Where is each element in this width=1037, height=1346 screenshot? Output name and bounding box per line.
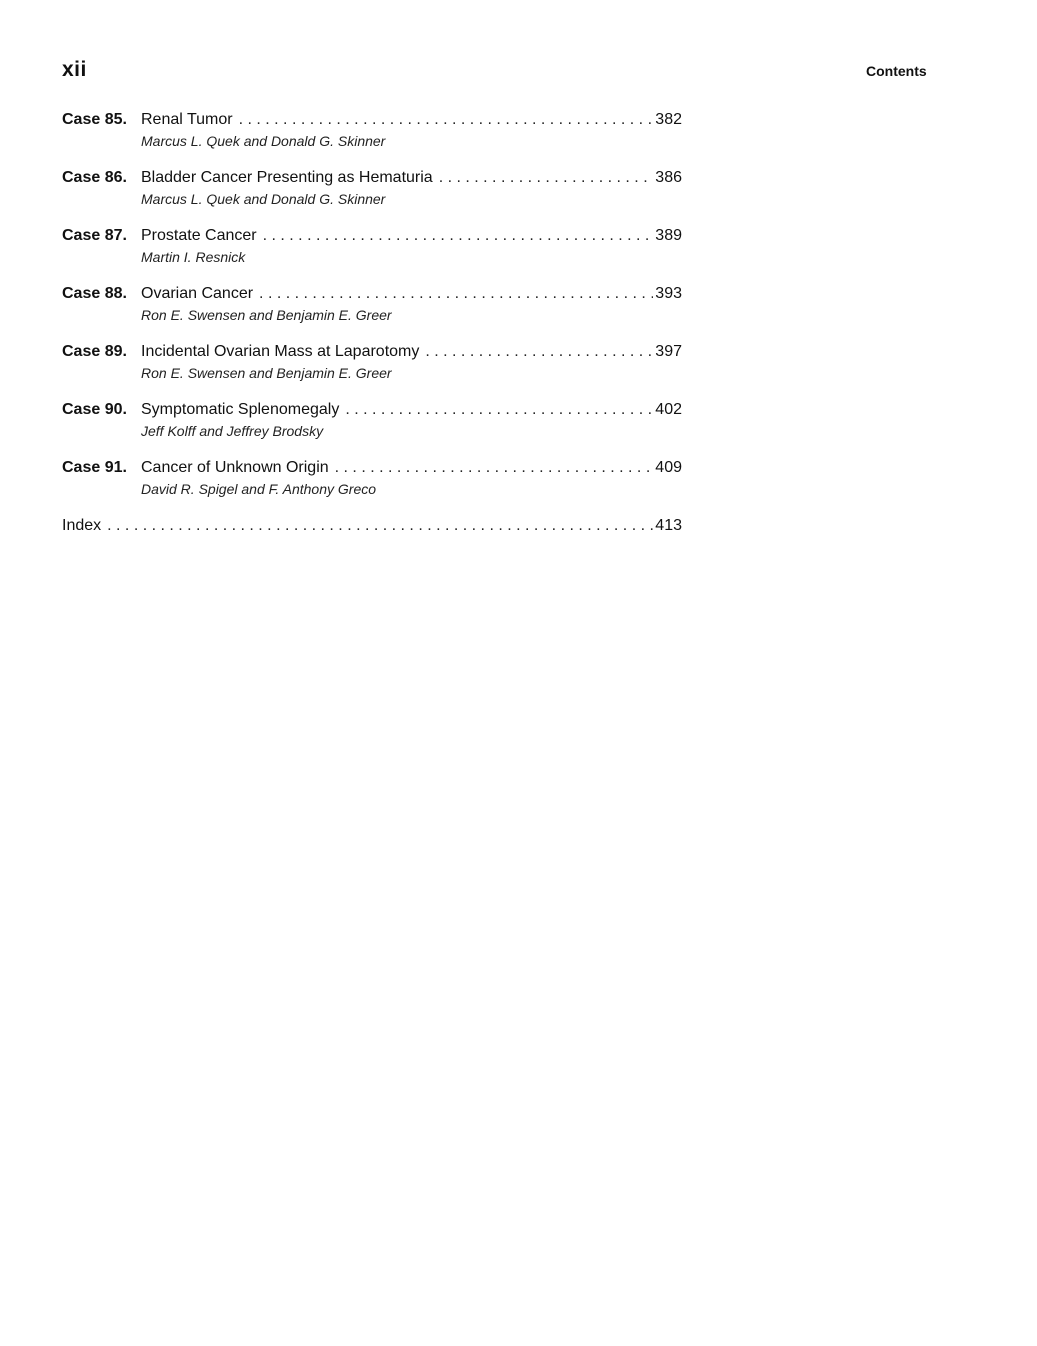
case-authors: David R. Spigel and F. Anthony Greco xyxy=(141,481,377,497)
toc-entry-line xyxy=(62,109,682,131)
toc-entry-line xyxy=(62,457,682,479)
toc-entry-line xyxy=(62,399,682,421)
page-reference: 389 xyxy=(655,227,682,244)
dot-leader xyxy=(439,167,654,189)
toc-entry-case-88[interactable] xyxy=(62,283,682,325)
toc-entry-case-89[interactable] xyxy=(62,341,682,383)
toc-entry-case-90[interactable] xyxy=(62,399,682,441)
toc-entry-line xyxy=(62,515,682,537)
case-title: Symptomatic Splenomegaly xyxy=(141,401,340,418)
case-authors: Ron E. Swensen and Benjamin E. Greer xyxy=(141,307,392,323)
case-number: Case 91. xyxy=(62,459,127,476)
page-reference: 386 xyxy=(655,169,682,186)
case-title: Renal Tumor xyxy=(141,111,233,128)
dot-leader xyxy=(345,399,653,421)
case-authors: Ron E. Swensen and Benjamin E. Greer xyxy=(141,365,392,381)
case-authors: Martin I. Resnick xyxy=(141,249,246,265)
index-label: Index xyxy=(62,517,102,534)
table-of-contents xyxy=(62,109,682,537)
toc-entry-line xyxy=(62,283,682,305)
case-title: Cancer of Unknown Origin xyxy=(141,459,329,476)
toc-entry-case-86[interactable] xyxy=(62,167,682,209)
case-number: Case 86. xyxy=(62,169,127,186)
case-title: Incidental Ovarian Mass at Laparotomy xyxy=(141,343,420,360)
toc-entry-index[interactable] xyxy=(62,515,682,537)
case-number: Case 88. xyxy=(62,285,127,302)
page-reference: 402 xyxy=(655,401,682,418)
case-number: Case 90. xyxy=(62,401,127,418)
dot-leader xyxy=(239,109,654,131)
dot-leader xyxy=(335,457,654,479)
page-number: xii xyxy=(62,58,87,81)
case-number: Case 87. xyxy=(62,227,127,244)
toc-entry-line xyxy=(62,167,682,189)
page-reference: 413 xyxy=(655,517,682,534)
page-reference: 397 xyxy=(655,343,682,360)
toc-entry-case-87[interactable] xyxy=(62,225,682,267)
page-reference: 382 xyxy=(655,111,682,128)
case-title: Ovarian Cancer xyxy=(141,285,254,302)
dot-leader xyxy=(107,515,653,537)
case-authors: Marcus L. Quek and Donald G. Skinner xyxy=(141,133,386,149)
running-head: Contents xyxy=(866,63,927,79)
toc-entry-case-91[interactable] xyxy=(62,457,682,499)
dot-leader xyxy=(263,225,654,247)
page-reference: 393 xyxy=(655,285,682,302)
case-number: Case 89. xyxy=(62,343,127,360)
case-authors: Jeff Kolff and Jeffrey Brodsky xyxy=(141,423,324,439)
toc-entry-line xyxy=(62,341,682,363)
case-authors: Marcus L. Quek and Donald G. Skinner xyxy=(141,191,386,207)
dot-leader xyxy=(259,283,653,305)
page-reference: 409 xyxy=(655,459,682,476)
case-title: Bladder Cancer Presenting as Hematuria xyxy=(141,169,433,186)
case-title: Prostate Cancer xyxy=(141,227,257,244)
dot-leader xyxy=(425,341,653,363)
toc-entry-line xyxy=(62,225,682,247)
case-number: Case 85. xyxy=(62,111,127,128)
toc-entry-case-85[interactable] xyxy=(62,109,682,151)
